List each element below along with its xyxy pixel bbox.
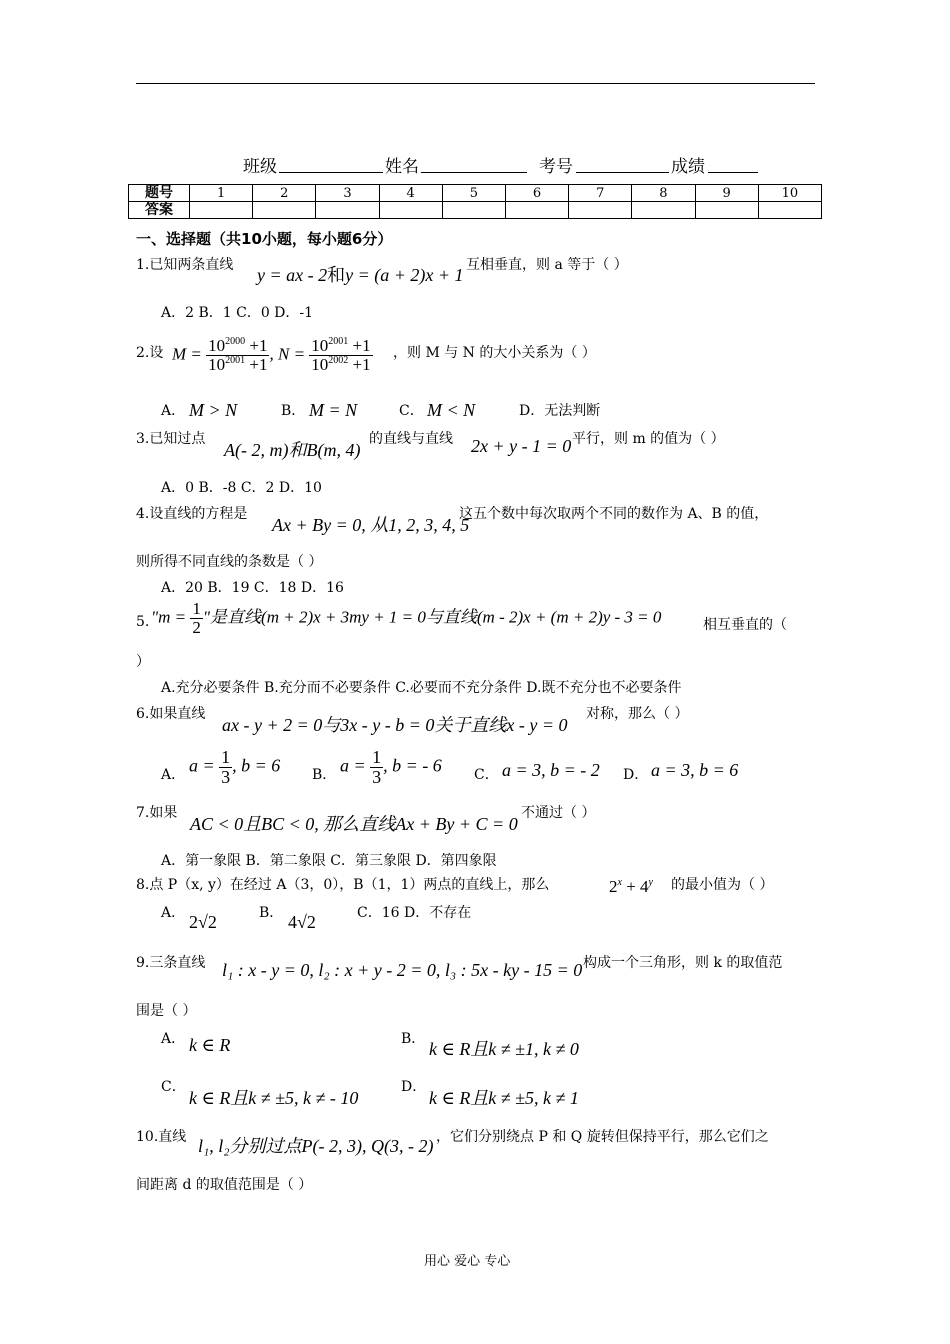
q2-suffix: ，则 M 与 N 的大小关系为（ ）	[393, 345, 596, 361]
q3-math-points: A(- 2, m)和B(m, 4)	[224, 440, 361, 460]
q4-suffix: 这五个数中每次取两个不同的数作为 A、B 的值，	[459, 506, 769, 522]
question-number-cell: 2	[253, 185, 316, 202]
q4-math: Ax + By = 0, 从1, 2, 3, 4, 5	[272, 515, 470, 535]
name-label: 姓名	[385, 157, 419, 177]
id-label: 考号	[539, 157, 573, 177]
q5-math: "m = $\frac{1}{2}$ "是直线(m + 2)x + 3my + 1 = 0与直线(m - 2)x + (m + 2)y - 3 = 0	[151, 599, 662, 637]
answer-cell[interactable]	[253, 202, 316, 219]
answer-cell[interactable]	[569, 202, 632, 219]
q2-opt-a-label: A．	[161, 403, 186, 419]
q6-math: ax - y + 2 = 0与3x - y - b = 0关于直线x - y = 0	[222, 715, 568, 735]
q7-prefix: 7.如果	[136, 805, 178, 821]
answer-cell[interactable]	[505, 202, 568, 219]
q9-opt-a-label: A．	[161, 1031, 186, 1047]
q8-opt-a-label: A．	[161, 905, 186, 921]
name-blank	[421, 172, 527, 173]
q9-opt-d: k ∈ R且k ≠ ±5, k ≠ 1	[429, 1088, 579, 1108]
page-footer: 用心 爱心 专心	[424, 1254, 511, 1269]
q1-math: y = ax - 2和y = (a + 2)x + 1	[257, 265, 464, 285]
answer-label: 答案	[129, 202, 190, 219]
q7-math: AC < 0且BC < 0, 那么直线Ax + By + C = 0	[190, 814, 518, 834]
answer-cell[interactable]	[316, 202, 379, 219]
answer-cell[interactable]	[695, 202, 758, 219]
table-row	[129, 202, 822, 219]
question-number-cell: 8	[632, 185, 695, 202]
q8-opt-b-label: B．	[259, 905, 284, 921]
q4-options: A．20 B．19 C．18 D．16	[161, 580, 344, 596]
q6-opt-a: a = $\frac{1}{3}$ , b = 6	[189, 747, 281, 787]
q3-prefix: 3.已知过点	[136, 431, 206, 447]
q7-suffix: 不通过（ ）	[521, 805, 596, 821]
question-number-label: 题号	[129, 185, 190, 202]
q2-opt-b-label: B．	[281, 403, 306, 419]
q2-math: M = $\frac{10^{2000} +1}{10^{2001} +1}$ , N = $\frac{10^{2001} +1}{10^{2002} +1}$	[172, 336, 371, 374]
q2-opt-c-label: C．	[399, 403, 424, 419]
q3-options: A．0 B．-8 C．2 D．10	[161, 480, 322, 496]
q9-opt-c: k ∈ R且k ≠ ±5, k ≠ - 10	[189, 1088, 359, 1108]
q9-opt-d-label: D．	[401, 1079, 427, 1095]
q2-opt-b: M = N	[309, 400, 358, 420]
q6-opt-d-label: D．	[623, 767, 649, 783]
q6-opt-c: a = 3, b = - 2	[502, 760, 600, 780]
q5-options: A.充分必要条件 B.充分而不必要条件 C.必要而不充分条件 D.既不充分也不必要条件	[161, 680, 682, 696]
q5-line2: ）	[136, 654, 150, 670]
q9-prefix: 9.三条直线	[136, 955, 206, 971]
score-blank	[708, 172, 758, 173]
q7-options: A．第一象限 B．第二象限 C．第三象限 D．第四象限	[161, 853, 497, 869]
q6-opt-b: a = $\frac{1}{3}$ , b = - 6	[340, 747, 442, 787]
q2-opt-d: D．无法判断	[519, 403, 601, 419]
question-number-cell: 4	[379, 185, 442, 202]
answer-cell[interactable]	[442, 202, 505, 219]
q8-suffix: 的最小值为（ ）	[671, 877, 774, 893]
q6-opt-c-label: C．	[474, 767, 499, 783]
question-number-cell: 7	[569, 185, 632, 202]
q3-mid: 的直线与直线	[369, 431, 453, 447]
q6-prefix: 6.如果直线	[136, 706, 206, 722]
q6-opt-b-label: B．	[312, 767, 337, 783]
q9-math: l₁ : x - y = 0, l₂ : x + y - 2 = 0, l₃ : 5x - ky - 15 = 0	[222, 960, 583, 980]
question-number-cell: 3	[316, 185, 379, 202]
q1-prefix: 1.已知两条直线	[136, 257, 234, 273]
q2-opt-a: M > N	[189, 400, 238, 420]
answer-table	[128, 184, 822, 219]
q9-opt-c-label: C．	[161, 1079, 186, 1095]
q8-prefix: 8.点 P（x, y）在经过 A（3，0），B（1，1）两点的直线上，那么	[136, 877, 550, 893]
question-number-cell: 10	[758, 185, 821, 202]
answer-cell[interactable]	[758, 202, 821, 219]
q10-suffix: ，它们分别绕点 P 和 Q 旋转但保持平行，那么它们之	[436, 1129, 769, 1145]
q6-opt-d: a = 3, b = 6	[651, 760, 739, 780]
q2-prefix: 2.设	[136, 345, 164, 361]
question-number-cell: 6	[505, 185, 568, 202]
q6-opt-a-label: A．	[161, 767, 186, 783]
q6-suffix: 对称，那么（ ）	[586, 706, 689, 722]
top-rule	[136, 83, 815, 84]
q2-opt-c: M < N	[427, 400, 476, 420]
class-blank	[279, 172, 383, 173]
q1-suffix: 互相垂直，则 a 等于（ ）	[466, 257, 628, 273]
q10-prefix: 10.直线	[136, 1129, 187, 1145]
class-label: 班级	[243, 157, 277, 177]
q9-opt-b: k ∈ R且k ≠ ±1, k ≠ 0	[429, 1039, 579, 1059]
q3-suffix: 平行，则 m 的值为（ ）	[572, 431, 725, 447]
question-number-cell: 1	[190, 185, 253, 202]
q9-opt-b-label: B．	[401, 1031, 426, 1047]
score-label: 成绩	[671, 157, 705, 177]
table-row	[129, 185, 822, 202]
q9-line2: 围是（ ）	[136, 1003, 197, 1019]
q8-math: $2^x + 4^y$	[609, 877, 653, 896]
q3-math-line: 2x + y - 1 = 0	[471, 436, 572, 456]
question-number-cell: 5	[442, 185, 505, 202]
question-number-cell: 9	[695, 185, 758, 202]
answer-cell[interactable]	[379, 202, 442, 219]
id-blank	[576, 172, 669, 173]
q10-line2: 间距离 d 的取值范围是（ ）	[136, 1177, 313, 1193]
answer-cell[interactable]	[190, 202, 253, 219]
q4-line2: 则所得不同直线的条数是（ ）	[136, 554, 323, 570]
q8-opt-cd: C．16 D．不存在	[357, 905, 472, 921]
q8-opt-a: 2√2	[189, 912, 217, 932]
q8-opt-b: 4√2	[288, 912, 316, 932]
q5-prefix: 5.	[136, 614, 150, 630]
q5-suffix: 相互垂直的（	[703, 617, 787, 633]
q10-math: l₁, l₂分别过点P(- 2, 3), Q(3, - 2)	[198, 1136, 434, 1156]
q1-options: A．2 B．1 C．0 D．-1	[161, 305, 314, 321]
q9-opt-a: k ∈ R	[189, 1035, 231, 1055]
answer-cell[interactable]	[632, 202, 695, 219]
q9-suffix: 构成一个三角形，则 k 的取值范	[583, 955, 783, 971]
section-title: 一、选择题（共10小题，每小题6分）	[136, 230, 393, 248]
q4-prefix: 4.设直线的方程是	[136, 506, 248, 522]
